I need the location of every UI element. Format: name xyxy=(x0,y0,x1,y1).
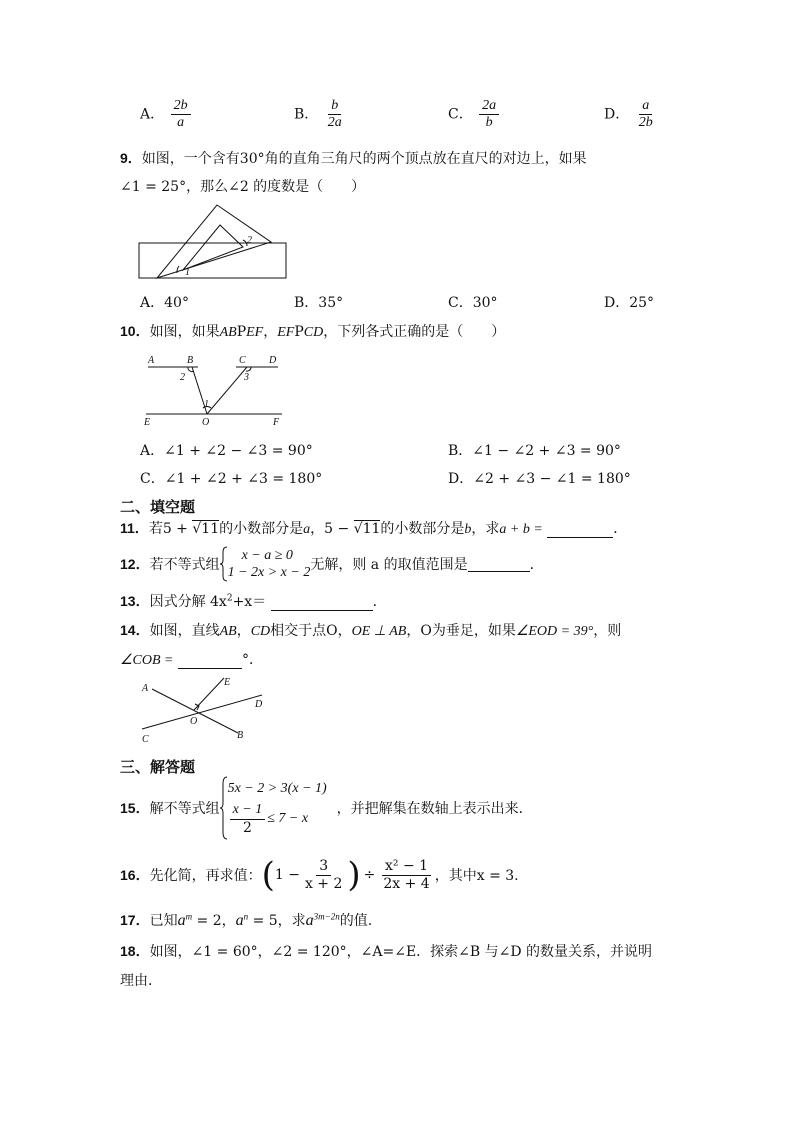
q10-option-d: D．∠2 + ∠3 − ∠1 = 180° xyxy=(448,471,631,487)
parallel-lines-figure xyxy=(140,350,290,430)
svg-text:F: F xyxy=(273,417,280,428)
svg-text:A: A xyxy=(148,355,155,366)
q8-option-c: C． $\frac{2a}{b}$ xyxy=(448,98,501,131)
fraction: $\frac{a}{2b}$ xyxy=(638,98,653,131)
fraction: $\frac{3}{x + 2}$ xyxy=(304,858,343,892)
question-11: 11．若5 + √11的小数部分是a，5 − √11的小数部分是b，求a + b = ． xyxy=(120,520,628,537)
question-10: 10．如图，如果ABPEF，EFPCD，下列各式正确的是（ ） xyxy=(120,323,506,340)
angle-1-label: 1 xyxy=(185,267,190,278)
q9-option-a: A．40° xyxy=(140,295,189,311)
triangle-outer xyxy=(157,205,271,278)
ruler-triangle-figure xyxy=(135,200,295,284)
svg-text:A: A xyxy=(142,683,149,694)
question-18-line2: 理由． xyxy=(120,973,162,989)
question-9-line2: ∠1 = 25°，那么∠2 的度数是（ ） xyxy=(120,179,366,195)
question-15: 15． 解不等式组 5x − 2 > 3(x − 1) $\frac{x - 1}{2}$ ≤ 7 − x ，并把解集在数轴上表示出来． xyxy=(120,776,533,840)
question-14-line1: 14．如图，直线AB，CD相交于点O，OE ⊥ AB，O为垂足，如果∠EOD = 39°，则 xyxy=(120,622,622,639)
fraction: $\frac{x - 1}{2}$ xyxy=(230,802,266,835)
svg-text:3: 3 xyxy=(244,372,249,383)
question-18-line1: 18．如图，∠1 = 60°，∠2 = 120°，∠A=∠E．探索∠B 与∠D 的数量关系，并说明 xyxy=(120,943,653,960)
answer-blank[interactable] xyxy=(468,557,530,572)
svg-text:D: D xyxy=(269,355,277,366)
answer-blank[interactable] xyxy=(547,523,613,538)
q10-option-b: B．∠1 − ∠2 + ∠3 = 90° xyxy=(448,443,621,459)
question-9-line1: 9．如图，一个含有30°角的直角三角尺的两个顶点放在直尺的对边上，如果 xyxy=(120,150,587,167)
q10-option-a: A．∠1 + ∠2 − ∠3 = 90° xyxy=(140,443,313,459)
q8-option-b: B． $\frac{b}{2a}$ xyxy=(294,98,347,131)
triangle-inner xyxy=(183,225,243,270)
question-13: 13．因式分解 $4x^2+x=$ ． xyxy=(120,593,387,610)
fraction: $\frac{b}{2a}$ xyxy=(327,98,342,131)
section-title-answers: 三、解答题 xyxy=(120,758,196,776)
svg-text:C: C xyxy=(239,355,246,366)
fraction: $\frac{2b}{a}$ xyxy=(171,98,191,131)
q8-option-d: D． $\frac{a}{2b}$ xyxy=(604,98,658,131)
q10-option-c: C．∠1 + ∠2 + ∠3 = 180° xyxy=(140,471,323,487)
svg-text:D: D xyxy=(255,699,263,710)
svg-text:2: 2 xyxy=(180,372,185,383)
question-14-line2: ∠COB = °． xyxy=(120,652,263,668)
svg-text:E: E xyxy=(224,677,231,688)
svg-text:O: O xyxy=(202,417,210,428)
fraction: $\frac{2a}{b}$ xyxy=(479,98,499,131)
svg-text:O: O xyxy=(190,716,198,727)
answer-blank[interactable] xyxy=(271,596,373,611)
angle-2-label: 2 xyxy=(247,235,252,246)
fraction: $\frac{\text{x² − 1}}{2x + 4}$ xyxy=(383,858,430,892)
question-17: 17．已知$a^m = 2$，$a^n = 5$，求$a^{3m-2n}$的值. xyxy=(120,911,373,929)
svg-text:B: B xyxy=(237,730,244,741)
svg-text:B: B xyxy=(187,355,194,366)
svg-text:E: E xyxy=(144,417,151,428)
q8-option-a: A． $\frac{2b}{a}$ xyxy=(140,98,193,131)
svg-text:C: C xyxy=(142,734,149,745)
svg-text:1: 1 xyxy=(204,399,209,410)
section-title-fill-in: 二、填空题 xyxy=(120,498,196,516)
q9-option-c: C．30° xyxy=(448,295,498,311)
answer-blank[interactable] xyxy=(178,654,242,669)
q9-option-b: B．35° xyxy=(294,295,344,311)
brace-icon xyxy=(220,546,228,582)
question-12: 12． 若不等式组 x − a ≥ 0 1 − 2x > x − 2 无解，则 a 的取值范围是 ． xyxy=(120,548,544,580)
question-16: 16． 先化简，再求值： ( 1 − $\frac{3}{x + 2}$ ) ÷ $\frac{\text{x² − 1}}{2x + 4}$ ，其中x = 3. xyxy=(120,855,519,895)
intersecting-lines-figure xyxy=(138,672,270,746)
brace-icon xyxy=(220,776,228,840)
q9-option-d: D．25° xyxy=(604,295,655,311)
